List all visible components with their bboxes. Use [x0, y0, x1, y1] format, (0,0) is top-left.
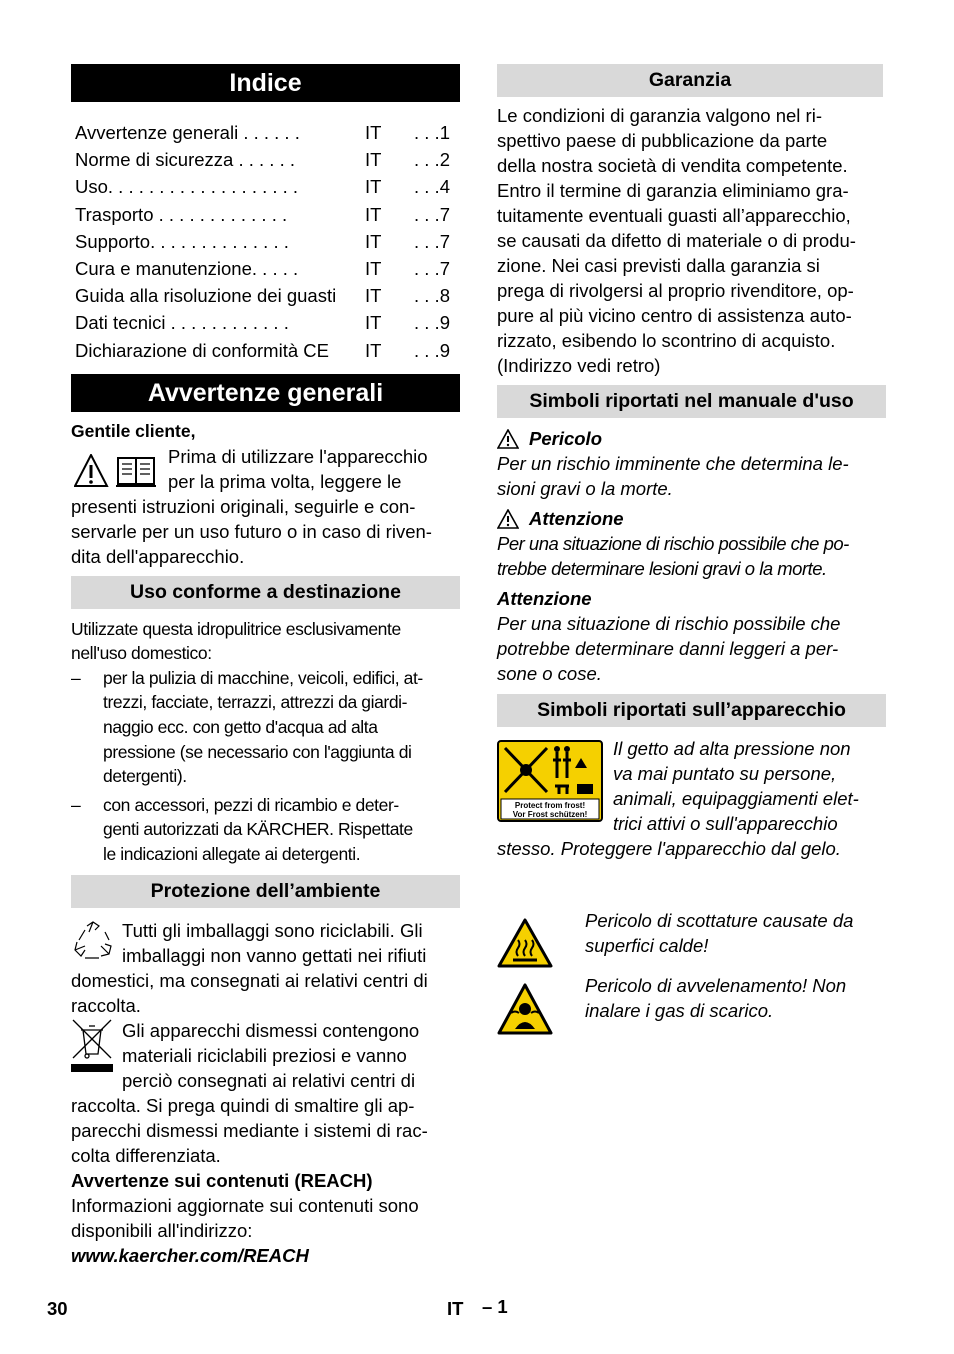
- toc-row: [75, 255, 460, 282]
- text-line: Pericolo di avvelenamento! Non: [585, 975, 847, 996]
- toc-entry-page: . . .1: [414, 122, 450, 143]
- warning-text: [497, 531, 886, 581]
- text-line: va mai puntato su persone,: [613, 763, 837, 784]
- toc-entry-page: . . .7: [414, 257, 450, 279]
- text-line: prega di rivolgersi al proprio rivenditore, op-: [497, 280, 854, 301]
- page-number: 30: [47, 1298, 68, 1319]
- toc-entry-title: Avvertenze generali . . . . . .: [75, 122, 300, 143]
- text-line: stesso. Proteggere l'apparecchio dal gelo.: [497, 838, 841, 859]
- recycle-text: [71, 968, 460, 1018]
- toc-entry-page: . . .8: [414, 285, 450, 307]
- hot-surface-block: [497, 908, 886, 973]
- text-line: genti autorizzati da KÄRCHER. Rispettate: [103, 819, 413, 840]
- toc-entry-lang: IT: [365, 203, 382, 225]
- toc-row: [75, 309, 460, 336]
- manual-symbols-heading: Simboli riportati nel manuale d'uso: [497, 385, 886, 418]
- caution-label: Attenzione: [497, 588, 592, 609]
- pressure-jet-warning-icon: [497, 740, 603, 822]
- danger-label: Pericolo: [529, 428, 602, 449]
- environment-heading: Protezione dell’ambiente: [71, 875, 460, 908]
- list-item: [71, 666, 460, 789]
- text-line: materiali riciclabili preziosi e vanno: [122, 1044, 407, 1066]
- toc-entry-title: Supporto. . . . . . . . . . . . . .: [75, 230, 289, 252]
- text-line: nell'uso domestico:: [71, 643, 212, 664]
- warranty-heading: Garanzia: [497, 64, 883, 97]
- poison-block: [497, 973, 886, 1043]
- frost-label-de: Vor Frost schützen!: [512, 810, 588, 819]
- text-line: Il getto ad alta pressione non: [613, 738, 851, 759]
- greeting: Gentile cliente,: [71, 420, 196, 441]
- warning-label: Attenzione: [529, 508, 624, 529]
- text-line: le indicazioni allegate ai detergenti.: [103, 844, 361, 865]
- toc-entry-page: . . .7: [414, 203, 450, 225]
- text-line: potrebbe determinare danni leggeri a per-: [497, 638, 839, 659]
- bullet-dash: –: [71, 667, 81, 688]
- text-line: sioni gravi o la morte.: [497, 478, 673, 499]
- text-line: se causati da difetto di materiale o di produ-: [497, 230, 856, 251]
- jet-text: [613, 736, 859, 836]
- text-line: detergenti).: [103, 766, 187, 787]
- intro-line: per la prima volta, leggere le: [168, 470, 402, 492]
- toc-entry-lang: IT: [365, 312, 382, 334]
- footer-subpage: – 1: [482, 1296, 508, 1317]
- text-line: rizzato, esibendo lo scontrino di acquisto.: [497, 330, 836, 351]
- toc-entry-page: . . .9: [414, 312, 450, 334]
- text-line: perciò consegnati ai relativi centri di: [122, 1069, 416, 1091]
- toc-entry-lang: IT: [365, 176, 382, 198]
- list-item: [71, 793, 460, 867]
- intro-block: [71, 444, 460, 494]
- intro-text: [71, 494, 460, 569]
- bullet-text: [103, 793, 413, 867]
- toc-entry-title: Uso. . . . . . . . . . . . . . . . . . .: [75, 176, 299, 198]
- warning-manual-icon: [74, 454, 160, 488]
- toc-entry-lang: IT: [365, 285, 382, 307]
- toc-entry-lang: IT: [365, 149, 382, 171]
- intended-use-heading: Uso conforme a destinazione: [71, 576, 460, 609]
- text-line: trici attivi o sull'apparecchio: [613, 813, 838, 834]
- text-line: pressione (se necessario con l'aggiunta di: [103, 741, 412, 762]
- toc-entry-title: Dichiarazione di conformità CE: [75, 339, 329, 361]
- text-line: Informazioni aggiornate sui contenuti sono: [71, 1194, 419, 1216]
- toc-entry-lang: IT: [365, 230, 382, 252]
- text-line: naggio ecc. con getto d'acqua ad alta: [103, 717, 378, 738]
- text-line: Tutti gli imballaggi sono riciclabili. Gli: [122, 919, 423, 941]
- text-line: animali, equipaggiamenti elet-: [613, 788, 859, 809]
- text-line: (Indirizzo vedi retro): [497, 355, 661, 376]
- intro-line: servarle per un uso futuro o in caso di riven-: [71, 520, 432, 542]
- text-line: Per un rischio imminente che determina le-: [497, 453, 849, 474]
- exhaust-poison-icon: [497, 983, 553, 1035]
- intro-line: dita dell'apparecchio.: [71, 545, 245, 567]
- text-line: per la pulizia di macchine, veicoli, edifici, at-: [103, 667, 423, 688]
- text-line: trebbe determinare lesioni gravi o la morte.: [497, 558, 827, 579]
- text-line: inalare i gas di scarico.: [585, 1000, 774, 1021]
- text-line: Per una situazione di rischio possibile che po-: [497, 533, 849, 554]
- toc-row: [75, 201, 460, 228]
- toc-entry-page: . . .2: [414, 149, 450, 171]
- poison-text: [585, 973, 846, 1023]
- device-symbols-heading: Simboli riportati sull’apparecchio: [497, 694, 886, 727]
- text-line: tuitamente eventuali guasti all’apparecchio,: [497, 205, 851, 226]
- reach-text: [71, 1193, 460, 1243]
- text-line: raccolta. Si prega quindi di smaltire gli ap-: [71, 1094, 415, 1116]
- toc-row: [75, 173, 460, 200]
- right-column: [497, 64, 886, 1043]
- toc-entry-title: Dati tecnici . . . . . . . . . . . .: [75, 312, 289, 334]
- toc-entry-lang: IT: [365, 339, 382, 361]
- toc-row: [75, 119, 460, 146]
- text-line: Utilizzate questa idropulitrice esclusivamente: [71, 618, 401, 639]
- toc-entry-lang: IT: [365, 122, 382, 143]
- text-line: zione. Nei casi previsti dalla garanzia si: [497, 255, 820, 276]
- toc-row: [75, 282, 460, 309]
- text-line: sone o cose.: [497, 663, 602, 684]
- footer-language: IT: [447, 1298, 464, 1319]
- toc-row: [75, 337, 460, 364]
- text-line: raccolta.: [71, 994, 141, 1016]
- toc-row: [75, 146, 460, 173]
- left-column: [71, 64, 460, 1268]
- toc-heading: Indice: [71, 64, 460, 102]
- text-line: disponibili all'indirizzo:: [71, 1219, 253, 1241]
- toc-entry-page: . . .9: [414, 339, 450, 361]
- warning-triangle-icon: [497, 429, 519, 449]
- toc-entry-title: Norme di sicurezza . . . . . .: [75, 149, 296, 171]
- caution-text: [497, 611, 886, 686]
- weee-text: [71, 1093, 460, 1168]
- reach-link[interactable]: www.kaercher.com/REACH: [71, 1244, 309, 1266]
- reach-heading: Avvertenze sui contenuti (REACH): [71, 1169, 373, 1191]
- text-line: superfici calde!: [585, 935, 709, 956]
- text-line: Per una situazione di rischio possibile che: [497, 613, 841, 634]
- warning-triangle-icon: [497, 509, 519, 529]
- toc-row: [75, 228, 460, 255]
- text-line: trezzi, facciate, terrazzi, attrezzi da giardi-: [103, 692, 408, 713]
- text-line: Entro il termine di garanzia eliminiamo gra-: [497, 180, 849, 201]
- general-warnings-heading: Avvertenze generali: [71, 374, 460, 412]
- hot-surface-icon: [497, 918, 553, 968]
- toc-entry-title: Guida alla risoluzione dei guasti: [75, 285, 337, 307]
- text-line: colta differenziata.: [71, 1144, 221, 1166]
- text-line: domestici, ma consegnati ai relativi centri di: [71, 969, 428, 991]
- intro-line: Prima di utilizzare l'apparecchio: [168, 445, 428, 467]
- intro-line: presenti istruzioni originali, seguirle e con-: [71, 495, 416, 517]
- text-line: imballaggi non vanno gettati nei rifiuti: [122, 944, 427, 966]
- danger-label-row: [497, 426, 886, 451]
- toc-entry-lang: IT: [365, 257, 382, 279]
- intended-use-intro: [71, 617, 460, 666]
- bullet-text: [103, 666, 423, 789]
- text-line: spettivo paese di pubblicazione da parte: [497, 130, 828, 151]
- warranty-text: [497, 103, 886, 378]
- frost-label-en: Protect from frost!: [514, 801, 586, 810]
- text-line: parecchi dismessi mediante i sistemi di rac-: [71, 1119, 428, 1141]
- danger-text: [497, 451, 886, 501]
- text-line: della nostra società di vendita competente.: [497, 155, 848, 176]
- toc-entry-title: Trasporto . . . . . . . . . . . . .: [75, 203, 288, 225]
- weee-block: [71, 1018, 460, 1093]
- text-line: Pericolo di scottature causate da: [585, 910, 854, 931]
- toc-entry-page: . . .7: [414, 230, 450, 252]
- text-line: con accessori, pezzi di ricambio e deter-: [103, 794, 399, 815]
- bullet-dash: –: [71, 794, 81, 815]
- text-line: Le condizioni di garanzia valgono nel ri-: [497, 105, 822, 126]
- toc-entry-title: Cura e manutenzione. . . . .: [75, 257, 299, 279]
- hot-surface-text: [585, 908, 853, 958]
- recycle-icon: [71, 920, 115, 964]
- toc-entry-page: . . .4: [414, 176, 450, 198]
- text-line: pure al più vicino centro di assistenza auto-: [497, 305, 852, 326]
- crossed-bin-icon: [71, 1018, 115, 1088]
- table-of-contents: [75, 119, 460, 364]
- jet-block: [497, 736, 886, 848]
- text-line: Gli apparecchi dismessi contengono: [122, 1019, 420, 1041]
- warning-label-row: [497, 506, 886, 531]
- recycle-block: [71, 918, 460, 968]
